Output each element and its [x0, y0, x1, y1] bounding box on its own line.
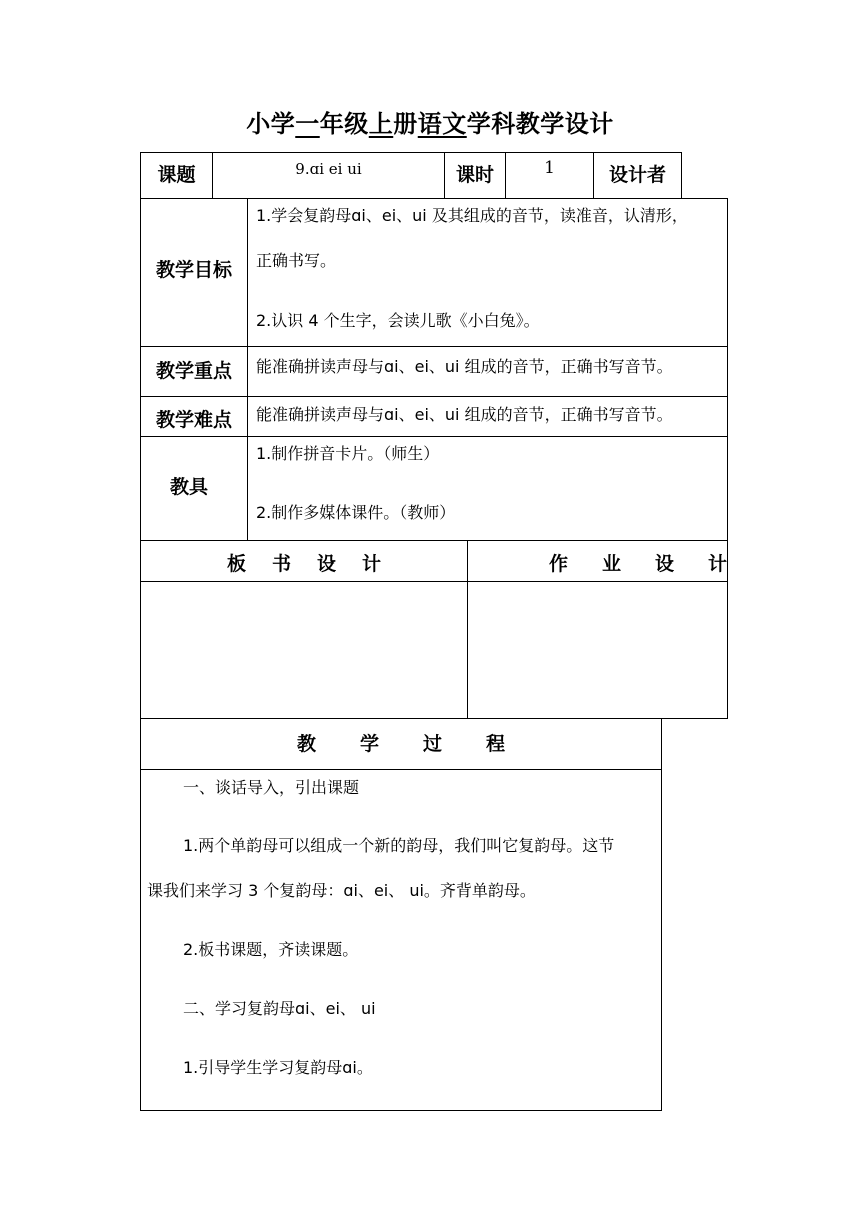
homework-design-area	[468, 582, 727, 718]
paragraph-1a: 1.两个单韵母可以组成一个新的韵母，我们叫它复韵母。这节	[183, 836, 615, 855]
objectives-label: 教学目标	[155, 259, 232, 281]
page-title: 小学一年级上册语文学科教学设计	[246, 110, 614, 138]
key-points-text: 能准确拼读声母与ɑi、ei、ui 组成的音节，正确书写音节。	[256, 357, 673, 376]
paragraph-1b: 课我们来学习 3 个复韵母：ɑi、ei、 ui。齐背单韵母。	[147, 881, 536, 900]
process-label: 教学过程	[296, 733, 549, 755]
period-value: 1	[544, 158, 555, 178]
paragraph-2: 2.板书课题，齐读课题。	[183, 940, 359, 959]
difficulties-text: 能准确拼读声母与ɑi、ei、ui 组成的音节，正确书写音节。	[256, 405, 673, 424]
tools-item-2: 2.制作多媒体课件。（教师）	[256, 503, 456, 522]
objective-line-1b: 正确书写。	[256, 251, 337, 270]
board-design-area	[141, 582, 467, 718]
paragraph-3: 1.引导学生学习复韵母ɑi。	[183, 1058, 373, 1077]
tools-label: 教具	[169, 476, 208, 498]
difficulties-label: 教学难点	[155, 409, 232, 431]
lesson-label: 课题	[157, 164, 196, 186]
objective-line-2: 2.认识 4 个生字，会读儿歌《小白兔》。	[256, 311, 540, 330]
section-2-heading: 二、学习复韵母ɑi、ei、 ui	[183, 999, 376, 1018]
key-points-label: 教学重点	[155, 360, 232, 382]
objective-line-1: 1.学会复韵母ɑi、ei、ui 及其组成的音节，读准音，认清形，	[256, 206, 688, 225]
lesson-value: 9.ɑi ei ui	[295, 160, 362, 178]
period-label: 课时	[455, 164, 494, 186]
designer-label: 设计者	[608, 164, 666, 186]
homework-design-label: 作业设计	[548, 553, 761, 575]
tools-item-1: 1.制作拼音卡片。（师生）	[256, 444, 440, 463]
board-design-label: 板书设计	[226, 553, 407, 575]
section-1-heading: 一、谈话导入，引出课题	[183, 778, 360, 797]
